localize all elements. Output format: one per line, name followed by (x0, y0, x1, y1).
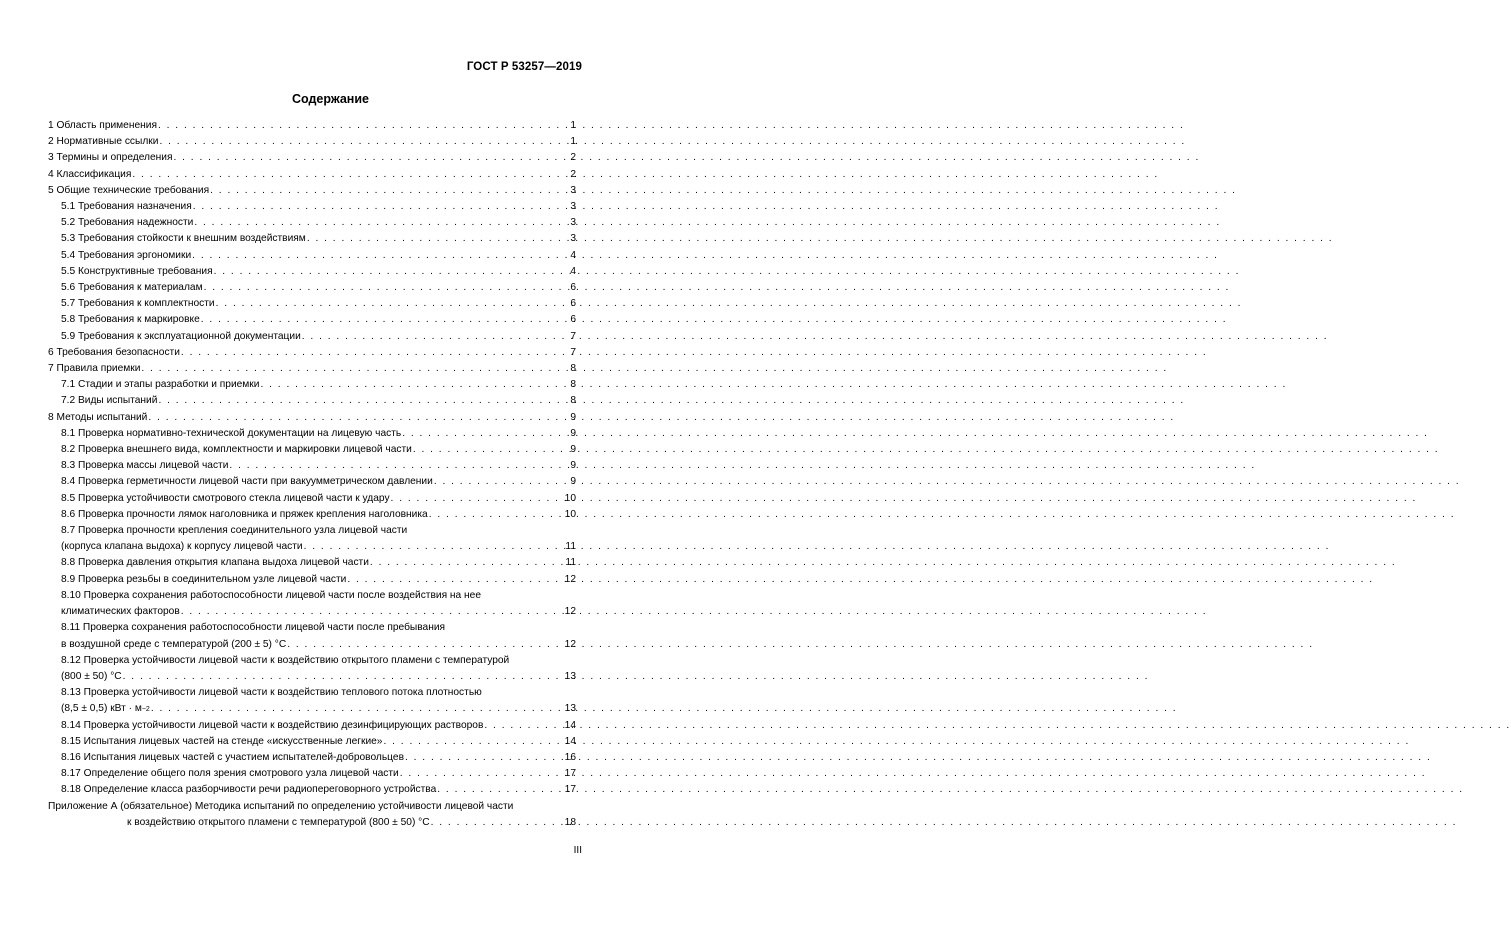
toc-entry-line (48, 134, 576, 150)
toc-entry (48, 782, 576, 798)
toc-entry-first-line: 8.7 Проверка прочности крепления соединительного узла лицевой части (61, 525, 408, 537)
toc-entry-text: 8.1 Проверка нормативно-технической документации на лицевую часть (61, 427, 402, 439)
toc-leader-dots (484, 718, 563, 734)
toc-entry (48, 215, 576, 231)
toc-leader-dots (141, 361, 569, 377)
toc-entry-text: 8.2 Проверка внешнего вида, комплектности и маркировки лицевой части (61, 444, 412, 456)
toc-entry (48, 329, 576, 345)
toc-leader-dots (391, 491, 564, 507)
toc-entry (48, 507, 576, 523)
toc-entry-text: 8.16 Испытания лицевых частей с участием испытателей-добровольцев (61, 751, 404, 763)
toc-entry-line (48, 231, 576, 247)
toc-entry-text: 8.5 Проверка устойчивости смотрового стекла лицевой части к удару (61, 492, 390, 504)
toc-page-number: 7 (570, 330, 576, 342)
toc-entry-text: 5.4 Требования эргономики (61, 249, 192, 261)
toc-entry-text: 5.2 Требования надежности (61, 217, 194, 229)
toc-page-number: 1 (570, 120, 576, 131)
toc-entry (48, 393, 576, 409)
toc-entry-line (48, 507, 576, 523)
toc-page-number: 9 (570, 476, 576, 488)
toc-page-number: 3 (570, 184, 576, 196)
toc-entry-line (48, 199, 576, 215)
toc-page-number: 6 (570, 282, 576, 294)
toc-entry-line (48, 458, 576, 474)
toc-leader-dots (302, 329, 570, 345)
toc-page-number: 8 (570, 379, 576, 391)
toc-entry-line (48, 766, 576, 782)
toc-entry-line (48, 782, 576, 798)
toc-entry-line (48, 604, 576, 620)
toc-leader-dots (400, 766, 564, 782)
toc-entry-line (48, 248, 576, 264)
toc-entry (48, 312, 576, 328)
toc-entry-line (48, 637, 576, 653)
toc-entry (48, 248, 576, 264)
toc-entry-text: 1 Область применения (48, 120, 157, 131)
toc-page-number: 16 (564, 751, 576, 763)
toc-page-number: 11 (565, 557, 576, 569)
toc-page-number: 3 (570, 201, 576, 213)
toc-entry (48, 458, 576, 474)
toc-entry-text: к воздействию открытого пламени с температурой (800 ± 50) °С (127, 816, 430, 828)
toc-entry-text: 8 Методы испытаний (48, 411, 148, 423)
toc-entry (48, 264, 576, 280)
toc-page-number: 7 (570, 346, 576, 358)
toc-page-number: 4 (570, 249, 576, 261)
toc-leader-dots (181, 604, 564, 620)
toc-entry (48, 474, 576, 490)
toc-page-number: 9 (570, 444, 576, 456)
toc-page-number: 17 (564, 768, 576, 780)
toc-leader-dots (304, 539, 565, 555)
toc-entry (48, 150, 576, 166)
toc-page-number: 9 (570, 427, 576, 439)
toc-entry (48, 750, 576, 766)
toc-entry (48, 572, 576, 588)
toc-leader-dots (347, 572, 563, 588)
toc-entry (48, 280, 576, 296)
toc-leader-dots (429, 507, 564, 523)
toc-page-number: 13 (564, 703, 576, 715)
toc-leader-dots (413, 442, 570, 458)
toc-entry-text: 2 Нормативные ссылки (48, 136, 159, 148)
toc-entry (48, 199, 576, 215)
toc-entry-text: в воздушной среде с температурой (200 ± 5) °С (61, 638, 287, 650)
toc-entry-text: (корпуса клапана выдоха) к корпусу лицевой части (61, 541, 303, 553)
toc-entry (48, 491, 576, 507)
toc-entry (48, 653, 576, 685)
toc-leader-dots (158, 118, 569, 134)
toc-page-number: 6 (570, 314, 576, 326)
toc-entry-text: 8.14 Проверка устойчивости лицевой части к воздействию дезинфицирующих растворов (61, 719, 484, 731)
toc-entry-text: 4 Классификация (48, 168, 132, 180)
toc-entry (48, 734, 576, 750)
toc-leader-dots (194, 215, 569, 231)
toc-entry-text: (8,5 ± 0,5) кВт · м (61, 703, 142, 715)
table-of-contents (48, 118, 576, 831)
toc-entry-text: 8.6 Проверка прочности лямок наголовника и пряжек крепления наголовника (61, 508, 428, 520)
toc-entry-text: 5.7 Требования к комплектности (61, 298, 215, 310)
toc-leader-dots (123, 669, 564, 685)
toc-entry (48, 718, 576, 734)
toc-entry-text: (800 ± 50) °С (61, 670, 122, 682)
toc-entry-line (48, 572, 576, 588)
toc-entry-line (48, 474, 576, 490)
toc-page-number: 14 (564, 719, 576, 731)
toc-entry (48, 426, 576, 442)
toc-entry (48, 361, 576, 377)
toc-entry-line (48, 426, 576, 442)
toc-entry-line (48, 329, 576, 345)
toc-page-number: 12 (564, 606, 576, 618)
toc-leader-dots (431, 815, 564, 831)
toc-entry (48, 183, 576, 199)
toc-entry-line (48, 183, 576, 199)
toc-leader-dots (159, 134, 569, 150)
toc-entry-line (48, 669, 576, 685)
toc-entry-text: 5 Общие технические требования (48, 184, 210, 196)
toc-entry-text: 5.9 Требования к эксплуатационной документации (61, 330, 301, 342)
toc-leader-dots (287, 637, 563, 653)
toc-entry-line (48, 345, 576, 361)
toc-page-number: 2 (570, 152, 576, 164)
toc-entry (48, 118, 576, 134)
toc-leader-dots (370, 555, 565, 571)
toc-entry-line (48, 555, 576, 571)
toc-entry (48, 296, 576, 312)
toc-page-number: 8 (570, 363, 576, 375)
toc-entry-line: (8,5 ± 0,5) кВт · м −2 . . . 13 (48, 701, 576, 717)
toc-leader-dots (148, 410, 569, 426)
toc-entry-first-line: 8.10 Проверка сохранения работоспособности лицевой части после воздействия на нее (61, 589, 482, 601)
toc-entry (48, 442, 576, 458)
toc-entry (48, 345, 576, 361)
toc-entry-line (48, 539, 576, 555)
toc-leader-dots (229, 458, 569, 474)
toc-page-number: 9 (570, 411, 576, 423)
toc-leader-dots (214, 264, 570, 280)
toc-entry-text: 8.18 Определение класса разборчивости речи радиопереговорного устройства (61, 784, 437, 796)
toc-leader-dots (383, 734, 563, 750)
toc-entry-line (48, 393, 576, 409)
toc-entry-line (48, 491, 576, 507)
document-code: ГОСТ Р 53257—2019 (466, 61, 582, 73)
toc-entry-text: 5.3 Требования стойкости к внешним воздействиям (61, 233, 306, 245)
toc-page-number: 13 (564, 670, 576, 682)
toc-entry (48, 231, 576, 247)
toc-entry-text: 3 Термины и определения (48, 152, 173, 164)
toc-leader-dots (193, 199, 570, 215)
toc-entry-text: климатических факторов (61, 606, 180, 618)
toc-entry-line (48, 815, 576, 831)
toc-entry-text: 8.8 Проверка давления открытия клапана выдоха лицевой части (61, 557, 369, 569)
toc-page-number: 4 (570, 265, 576, 277)
toc-page-number: 17 (564, 784, 576, 796)
toc-appendix-entry (48, 799, 576, 831)
toc-entry-text: 6 Требования безопасности (48, 346, 180, 358)
toc-entry-line (48, 361, 576, 377)
toc-entry-line (48, 296, 576, 312)
toc-page-number: 14 (564, 735, 576, 747)
toc-leader-dots (158, 393, 569, 409)
toc-entry (48, 167, 576, 183)
toc-entry-text: 8.4 Проверка герметичности лицевой части при вакуумметрическом давлении (61, 476, 433, 488)
toc-entry (48, 134, 576, 150)
toc-page-number: 18 (564, 816, 576, 828)
toc-entry-text: 8.3 Проверка массы лицевой части (61, 460, 229, 472)
toc-leader-dots (210, 183, 569, 199)
toc-leader-dots (173, 150, 569, 166)
toc-page-number: 11 (565, 541, 576, 553)
toc-entry-text: 8.9 Проверка резьбы в соединительном узле лицевой части (61, 573, 347, 585)
toc-page-number: 1 (570, 136, 576, 148)
toc-entry-line (48, 264, 576, 280)
page-title: Содержание (291, 92, 369, 106)
toc-entry-line (48, 410, 576, 426)
toc-entry-text: 7.1 Стадии и этапы разработки и приемки (61, 379, 260, 391)
toc-leader-dots (307, 231, 570, 247)
toc-leader-dots (405, 750, 564, 766)
toc-entry (48, 377, 576, 393)
toc-entry-text: 7 Правила приемки (48, 363, 141, 375)
toc-entry (48, 620, 576, 652)
toc-leader-dots (151, 701, 564, 717)
toc-appendix-first-line: Приложение А (обязательное) Методика испытаний по определению устойчивости лицевой части (48, 800, 514, 812)
toc-page-number: 3 (570, 233, 576, 245)
toc-page-number: 12 (564, 638, 576, 650)
toc-page-number: 10 (564, 508, 576, 520)
toc-entry (48, 588, 576, 620)
toc-entry-line (48, 718, 576, 734)
toc-leader-dots (434, 474, 570, 490)
toc-leader-dots (402, 426, 569, 442)
toc-entry-line (48, 280, 576, 296)
toc-entry-text: 8.17 Определение общего поля зрения смотрового узла лицевой части (61, 768, 399, 780)
toc-leader-dots (132, 167, 569, 183)
toc-entry-text: 5.1 Требования назначения (61, 201, 192, 213)
toc-page-number: 12 (564, 573, 576, 585)
toc-entry-line (48, 750, 576, 766)
toc-entry-line (48, 167, 576, 183)
toc-entry-text: 5.8 Требования к маркировке (61, 314, 200, 326)
toc-entry-line (48, 150, 576, 166)
toc-page-number: 8 (570, 395, 576, 407)
toc-entry-text: 8.15 Испытания лицевых частей на стенде «искусственные легкие» (61, 735, 383, 747)
toc-entry (48, 410, 576, 426)
toc-entry-text: 5.6 Требования к материалам (61, 282, 203, 294)
toc-entry-line (48, 215, 576, 231)
toc-page-number: 2 (570, 168, 576, 180)
toc-entry-first-line: 8.13 Проверка устойчивости лицевой части к воздействию теплового потока плотностью (61, 687, 482, 699)
toc-entry (48, 685, 576, 717)
toc-entry-line (48, 118, 576, 134)
toc-entry-line (48, 442, 576, 458)
toc-page-number: 9 (570, 460, 576, 472)
toc-leader-dots (260, 377, 569, 393)
toc-entry-text: 5.5 Конструктивные требования (61, 265, 213, 277)
toc-entry (48, 555, 576, 571)
toc-leader-dots (201, 312, 570, 328)
toc-entry-line (48, 312, 576, 328)
page-number: III (573, 845, 582, 856)
toc-page-number: 3 (570, 217, 576, 229)
toc-entry-first-line: 8.11 Проверка сохранения работоспособности лицевой части после пребывания (61, 622, 446, 634)
toc-leader-dots (216, 296, 570, 312)
toc-entry (48, 766, 576, 782)
toc-entry-line (48, 734, 576, 750)
toc-entry-line (48, 377, 576, 393)
toc-leader-dots (192, 248, 569, 264)
toc-leader-dots (181, 345, 569, 361)
toc-entry-first-line: 8.12 Проверка устойчивости лицевой части к воздействию открытого пламени с температурой (61, 654, 510, 666)
toc-entry-text: 7.2 Виды испытаний (61, 395, 158, 407)
toc-leader-dots (204, 280, 570, 296)
toc-leader-dots (437, 782, 563, 798)
toc-page-number: 6 (570, 298, 576, 310)
toc-entry (48, 523, 576, 555)
toc-page-number: 10 (564, 492, 576, 504)
